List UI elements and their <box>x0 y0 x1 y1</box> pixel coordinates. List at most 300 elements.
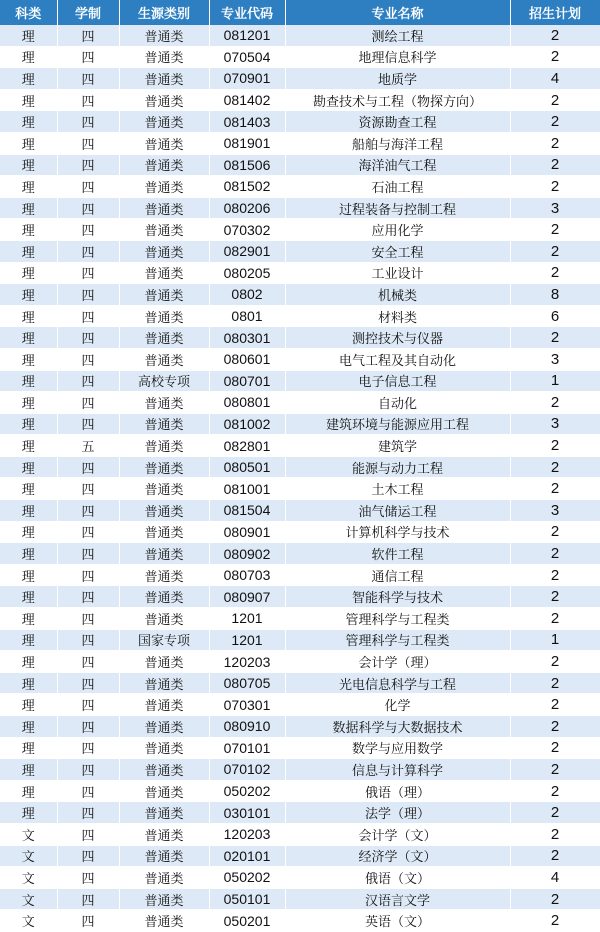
source-type-cell: 普通类 <box>119 802 209 824</box>
program-length-cell: 四 <box>57 608 119 630</box>
enrollment-count-cell: 1 <box>510 370 600 392</box>
major-name-cell: 自动化 <box>285 392 510 414</box>
header-student-source-type: 生源类别 <box>119 0 209 25</box>
enrollment-count-cell: 2 <box>510 176 600 198</box>
enrollment-count-cell: 3 <box>510 197 600 219</box>
subject-category-cell: 理 <box>0 500 57 522</box>
enrollment-count-cell: 2 <box>510 543 600 565</box>
source-type-cell: 普通类 <box>119 780 209 802</box>
enrollment-count-cell: 2 <box>510 564 600 586</box>
major-name-cell: 材料类 <box>285 305 510 327</box>
enrollment-count-cell: 6 <box>510 305 600 327</box>
enrollment-count-cell: 2 <box>510 111 600 133</box>
major-code-cell: 050202 <box>209 780 285 802</box>
subject-category-cell: 理 <box>0 219 57 241</box>
major-name-cell: 地质学 <box>285 68 510 90</box>
program-length-cell: 四 <box>57 305 119 327</box>
major-name-cell: 管理科学与工程类 <box>285 608 510 630</box>
table-row <box>0 672 600 694</box>
table-row <box>0 305 600 327</box>
subject-category-cell: 理 <box>0 197 57 219</box>
subject-category-cell: 理 <box>0 111 57 133</box>
program-length-cell: 四 <box>57 500 119 522</box>
subject-category-cell: 理 <box>0 694 57 716</box>
enrollment-count-cell: 2 <box>510 608 600 630</box>
enrollment-count-cell: 3 <box>510 500 600 522</box>
table-row <box>0 68 600 90</box>
major-code-cell: 080907 <box>209 586 285 608</box>
program-length-cell: 四 <box>57 867 119 889</box>
source-type-cell: 普通类 <box>119 521 209 543</box>
subject-category-cell: 理 <box>0 154 57 176</box>
major-code-cell: 070302 <box>209 219 285 241</box>
major-code-cell: 050202 <box>209 867 285 889</box>
source-type-cell: 普通类 <box>119 305 209 327</box>
enrollment-count-cell: 2 <box>510 823 600 845</box>
enrollment-count-cell: 2 <box>510 392 600 414</box>
subject-category-cell: 理 <box>0 262 57 284</box>
major-name-cell: 船舶与海洋工程 <box>285 132 510 154</box>
source-type-cell: 普通类 <box>119 68 209 90</box>
program-length-cell: 四 <box>57 392 119 414</box>
header-row <box>0 0 600 25</box>
major-code-cell: 080206 <box>209 197 285 219</box>
major-code-cell: 082801 <box>209 435 285 457</box>
major-name-cell: 油气储运工程 <box>285 500 510 522</box>
major-name-cell: 英语（文） <box>285 910 510 932</box>
enrollment-count-cell: 2 <box>510 672 600 694</box>
table-body <box>0 25 600 931</box>
source-type-cell: 普通类 <box>119 737 209 759</box>
program-length-cell: 四 <box>57 586 119 608</box>
major-code-cell: 1201 <box>209 629 285 651</box>
enrollment-count-cell: 2 <box>510 456 600 478</box>
major-code-cell: 080703 <box>209 564 285 586</box>
table-row <box>0 456 600 478</box>
source-type-cell: 国家专项 <box>119 629 209 651</box>
table-row <box>0 327 600 349</box>
major-code-cell: 081504 <box>209 500 285 522</box>
source-type-cell: 普通类 <box>119 284 209 306</box>
program-length-cell: 四 <box>57 176 119 198</box>
major-code-cell: 070101 <box>209 737 285 759</box>
source-type-cell: 普通类 <box>119 327 209 349</box>
major-name-cell: 应用化学 <box>285 219 510 241</box>
program-length-cell: 四 <box>57 370 119 392</box>
major-name-cell: 石油工程 <box>285 176 510 198</box>
source-type-cell: 普通类 <box>119 435 209 457</box>
header-major-code: 专业代码 <box>209 0 285 25</box>
major-name-cell: 智能科学与技术 <box>285 586 510 608</box>
source-type-cell: 普通类 <box>119 219 209 241</box>
program-length-cell: 四 <box>57 262 119 284</box>
subject-category-cell: 理 <box>0 564 57 586</box>
program-length-cell: 四 <box>57 845 119 867</box>
major-code-cell: 080701 <box>209 370 285 392</box>
major-code-cell: 081403 <box>209 111 285 133</box>
enrollment-count-cell: 2 <box>510 521 600 543</box>
major-code-cell: 081502 <box>209 176 285 198</box>
enrollment-count-cell: 2 <box>510 910 600 932</box>
enrollment-count-cell: 2 <box>510 25 600 46</box>
table-row <box>0 802 600 824</box>
source-type-cell: 普通类 <box>119 456 209 478</box>
major-name-cell: 光电信息科学与工程 <box>285 672 510 694</box>
major-code-cell: 080301 <box>209 327 285 349</box>
subject-category-cell: 理 <box>0 737 57 759</box>
source-type-cell: 高校专项 <box>119 370 209 392</box>
program-length-cell: 四 <box>57 197 119 219</box>
subject-category-cell: 理 <box>0 132 57 154</box>
program-length-cell: 四 <box>57 68 119 90</box>
major-code-cell: 070301 <box>209 694 285 716</box>
table-header <box>0 0 600 25</box>
enrollment-count-cell: 2 <box>510 154 600 176</box>
source-type-cell: 普通类 <box>119 392 209 414</box>
major-code-cell: 080901 <box>209 521 285 543</box>
program-length-cell: 四 <box>57 629 119 651</box>
enrollment-count-cell: 2 <box>510 737 600 759</box>
program-length-cell: 四 <box>57 154 119 176</box>
table-row <box>0 564 600 586</box>
subject-category-cell: 理 <box>0 802 57 824</box>
subject-category-cell: 理 <box>0 68 57 90</box>
table-row <box>0 737 600 759</box>
table-row <box>0 867 600 889</box>
source-type-cell: 普通类 <box>119 132 209 154</box>
table-row <box>0 132 600 154</box>
program-length-cell: 四 <box>57 89 119 111</box>
subject-category-cell: 理 <box>0 780 57 802</box>
source-type-cell: 普通类 <box>119 111 209 133</box>
program-length-cell: 四 <box>57 672 119 694</box>
major-code-cell: 081506 <box>209 154 285 176</box>
subject-category-cell: 理 <box>0 629 57 651</box>
table-row <box>0 629 600 651</box>
subject-category-cell: 理 <box>0 176 57 198</box>
major-code-cell: 030101 <box>209 802 285 824</box>
major-name-cell: 会计学（理） <box>285 651 510 673</box>
enrollment-count-cell: 4 <box>510 867 600 889</box>
source-type-cell: 普通类 <box>119 176 209 198</box>
subject-category-cell: 理 <box>0 716 57 738</box>
subject-category-cell: 理 <box>0 543 57 565</box>
major-code-cell: 1201 <box>209 608 285 630</box>
enrollment-count-cell: 2 <box>510 586 600 608</box>
table-row <box>0 716 600 738</box>
major-name-cell: 管理科学与工程类 <box>285 629 510 651</box>
program-length-cell: 四 <box>57 413 119 435</box>
enrollment-count-cell: 2 <box>510 46 600 68</box>
subject-category-cell: 理 <box>0 672 57 694</box>
subject-category-cell: 理 <box>0 608 57 630</box>
source-type-cell: 普通类 <box>119 25 209 46</box>
major-name-cell: 俄语（文） <box>285 867 510 889</box>
enrollment-count-cell: 2 <box>510 327 600 349</box>
subject-category-cell: 理 <box>0 392 57 414</box>
source-type-cell: 普通类 <box>119 608 209 630</box>
source-type-cell: 普通类 <box>119 759 209 781</box>
program-length-cell: 四 <box>57 25 119 46</box>
table-row <box>0 154 600 176</box>
source-type-cell: 普通类 <box>119 89 209 111</box>
major-name-cell: 测控技术与仪器 <box>285 327 510 349</box>
table-row <box>0 435 600 457</box>
enrollment-count-cell: 2 <box>510 780 600 802</box>
major-code-cell: 081201 <box>209 25 285 46</box>
subject-category-cell: 理 <box>0 586 57 608</box>
source-type-cell: 普通类 <box>119 46 209 68</box>
major-code-cell: 050201 <box>209 910 285 932</box>
program-length-cell: 四 <box>57 716 119 738</box>
major-code-cell: 081002 <box>209 413 285 435</box>
table-row <box>0 910 600 932</box>
major-name-cell: 软件工程 <box>285 543 510 565</box>
major-code-cell: 070504 <box>209 46 285 68</box>
table-row <box>0 478 600 500</box>
enrollment-count-cell: 4 <box>510 68 600 90</box>
table-row <box>0 888 600 910</box>
subject-category-cell: 理 <box>0 25 57 46</box>
table-row <box>0 348 600 370</box>
subject-category-cell: 理 <box>0 370 57 392</box>
table-row <box>0 240 600 262</box>
subject-category-cell: 理 <box>0 521 57 543</box>
subject-category-cell: 理 <box>0 651 57 673</box>
table-row <box>0 219 600 241</box>
table-row <box>0 651 600 673</box>
subject-category-cell: 理 <box>0 478 57 500</box>
program-length-cell: 四 <box>57 780 119 802</box>
table-row <box>0 46 600 68</box>
major-code-cell: 080705 <box>209 672 285 694</box>
enrollment-count-cell: 2 <box>510 262 600 284</box>
program-length-cell: 四 <box>57 521 119 543</box>
header-major-name: 专业名称 <box>285 0 510 25</box>
subject-category-cell: 理 <box>0 413 57 435</box>
major-code-cell: 081001 <box>209 478 285 500</box>
header-enrollment-plan: 招生计划 <box>510 0 600 25</box>
major-name-cell: 测绘工程 <box>285 25 510 46</box>
program-length-cell: 四 <box>57 694 119 716</box>
program-length-cell: 四 <box>57 478 119 500</box>
major-name-cell: 建筑学 <box>285 435 510 457</box>
table-row <box>0 111 600 133</box>
subject-category-cell: 理 <box>0 759 57 781</box>
source-type-cell: 普通类 <box>119 478 209 500</box>
source-type-cell: 普通类 <box>119 413 209 435</box>
table-row <box>0 823 600 845</box>
major-code-cell: 070102 <box>209 759 285 781</box>
table-row <box>0 694 600 716</box>
subject-category-cell: 理 <box>0 284 57 306</box>
source-type-cell: 普通类 <box>119 910 209 932</box>
source-type-cell: 普通类 <box>119 823 209 845</box>
table-row <box>0 284 600 306</box>
source-type-cell: 普通类 <box>119 888 209 910</box>
subject-category-cell: 理 <box>0 305 57 327</box>
enrollment-count-cell: 8 <box>510 284 600 306</box>
program-length-cell: 四 <box>57 219 119 241</box>
source-type-cell: 普通类 <box>119 197 209 219</box>
source-type-cell: 普通类 <box>119 348 209 370</box>
enrollment-count-cell: 2 <box>510 716 600 738</box>
enrollment-count-cell: 2 <box>510 802 600 824</box>
table-row <box>0 543 600 565</box>
enrollment-count-cell: 2 <box>510 89 600 111</box>
major-name-cell: 资源勘查工程 <box>285 111 510 133</box>
enrollment-count-cell: 2 <box>510 651 600 673</box>
table-row <box>0 262 600 284</box>
subject-category-cell: 理 <box>0 456 57 478</box>
source-type-cell: 普通类 <box>119 154 209 176</box>
program-length-cell: 四 <box>57 910 119 932</box>
major-code-cell: 0802 <box>209 284 285 306</box>
major-name-cell: 计算机科学与技术 <box>285 521 510 543</box>
major-name-cell: 数学与应用数学 <box>285 737 510 759</box>
source-type-cell: 普通类 <box>119 672 209 694</box>
major-code-cell: 050101 <box>209 888 285 910</box>
major-name-cell: 电气工程及其自动化 <box>285 348 510 370</box>
source-type-cell: 普通类 <box>119 240 209 262</box>
table-row <box>0 25 600 46</box>
table-row <box>0 586 600 608</box>
major-name-cell: 能源与动力工程 <box>285 456 510 478</box>
enrollment-count-cell: 2 <box>510 845 600 867</box>
table-row <box>0 500 600 522</box>
major-code-cell: 080205 <box>209 262 285 284</box>
major-code-cell: 020101 <box>209 845 285 867</box>
major-code-cell: 081901 <box>209 132 285 154</box>
program-length-cell: 四 <box>57 543 119 565</box>
major-name-cell: 法学（理） <box>285 802 510 824</box>
major-code-cell: 120203 <box>209 823 285 845</box>
enrollment-count-cell: 2 <box>510 888 600 910</box>
major-code-cell: 082901 <box>209 240 285 262</box>
enrollment-count-cell: 2 <box>510 435 600 457</box>
major-name-cell: 化学 <box>285 694 510 716</box>
subject-category-cell: 文 <box>0 910 57 932</box>
major-code-cell: 0801 <box>209 305 285 327</box>
subject-category-cell: 文 <box>0 888 57 910</box>
table-row <box>0 845 600 867</box>
enrollment-count-cell: 3 <box>510 348 600 370</box>
major-name-cell: 会计学（文） <box>285 823 510 845</box>
subject-category-cell: 理 <box>0 89 57 111</box>
source-type-cell: 普通类 <box>119 543 209 565</box>
source-type-cell: 普通类 <box>119 845 209 867</box>
major-name-cell: 工业设计 <box>285 262 510 284</box>
major-code-cell: 080601 <box>209 348 285 370</box>
major-name-cell: 经济学（文） <box>285 845 510 867</box>
major-name-cell: 安全工程 <box>285 240 510 262</box>
program-length-cell: 四 <box>57 737 119 759</box>
major-code-cell: 080801 <box>209 392 285 414</box>
enrollment-count-cell: 2 <box>510 478 600 500</box>
table-row <box>0 197 600 219</box>
major-name-cell: 俄语（理） <box>285 780 510 802</box>
program-length-cell: 五 <box>57 435 119 457</box>
major-name-cell: 通信工程 <box>285 564 510 586</box>
program-length-cell: 四 <box>57 46 119 68</box>
subject-category-cell: 理 <box>0 348 57 370</box>
source-type-cell: 普通类 <box>119 651 209 673</box>
major-name-cell: 过程装备与控制工程 <box>285 197 510 219</box>
program-length-cell: 四 <box>57 823 119 845</box>
program-length-cell: 四 <box>57 327 119 349</box>
major-name-cell: 建筑环境与能源应用工程 <box>285 413 510 435</box>
major-code-cell: 070901 <box>209 68 285 90</box>
program-length-cell: 四 <box>57 802 119 824</box>
program-length-cell: 四 <box>57 132 119 154</box>
enrollment-count-cell: 3 <box>510 413 600 435</box>
subject-category-cell: 理 <box>0 46 57 68</box>
program-length-cell: 四 <box>57 651 119 673</box>
enrollment-count-cell: 2 <box>510 759 600 781</box>
subject-category-cell: 理 <box>0 435 57 457</box>
source-type-cell: 普通类 <box>119 500 209 522</box>
major-name-cell: 勘查技术与工程（物探方向） <box>285 89 510 111</box>
program-length-cell: 四 <box>57 759 119 781</box>
header-subject-category: 科类 <box>0 0 57 25</box>
enrollment-count-cell: 2 <box>510 694 600 716</box>
source-type-cell: 普通类 <box>119 586 209 608</box>
major-name-cell: 汉语言文学 <box>285 888 510 910</box>
major-name-cell: 地理信息科学 <box>285 46 510 68</box>
table-row <box>0 521 600 543</box>
source-type-cell: 普通类 <box>119 867 209 889</box>
enrollment-count-cell: 1 <box>510 629 600 651</box>
enrollment-count-cell: 2 <box>510 132 600 154</box>
enrollment-count-cell: 2 <box>510 240 600 262</box>
major-code-cell: 080501 <box>209 456 285 478</box>
major-name-cell: 数据科学与大数据技术 <box>285 716 510 738</box>
major-name-cell: 信息与计算科学 <box>285 759 510 781</box>
subject-category-cell: 理 <box>0 327 57 349</box>
program-length-cell: 四 <box>57 564 119 586</box>
major-name-cell: 机械类 <box>285 284 510 306</box>
source-type-cell: 普通类 <box>119 716 209 738</box>
major-code-cell: 080902 <box>209 543 285 565</box>
table-row <box>0 370 600 392</box>
table-row <box>0 759 600 781</box>
program-length-cell: 四 <box>57 456 119 478</box>
enrollment-count-cell: 2 <box>510 219 600 241</box>
table-row <box>0 89 600 111</box>
major-name-cell: 电子信息工程 <box>285 370 510 392</box>
major-name-cell: 土木工程 <box>285 478 510 500</box>
source-type-cell: 普通类 <box>119 694 209 716</box>
table-row <box>0 176 600 198</box>
program-length-cell: 四 <box>57 284 119 306</box>
major-code-cell: 081402 <box>209 89 285 111</box>
table-row <box>0 413 600 435</box>
header-program-length: 学制 <box>57 0 119 25</box>
table-row <box>0 392 600 414</box>
source-type-cell: 普通类 <box>119 564 209 586</box>
program-length-cell: 四 <box>57 240 119 262</box>
major-code-cell: 120203 <box>209 651 285 673</box>
program-length-cell: 四 <box>57 111 119 133</box>
program-length-cell: 四 <box>57 348 119 370</box>
subject-category-cell: 文 <box>0 845 57 867</box>
table-row <box>0 780 600 802</box>
program-length-cell: 四 <box>57 888 119 910</box>
major-name-cell: 海洋油气工程 <box>285 154 510 176</box>
table-row <box>0 608 600 630</box>
subject-category-cell: 文 <box>0 823 57 845</box>
source-type-cell: 普通类 <box>119 262 209 284</box>
